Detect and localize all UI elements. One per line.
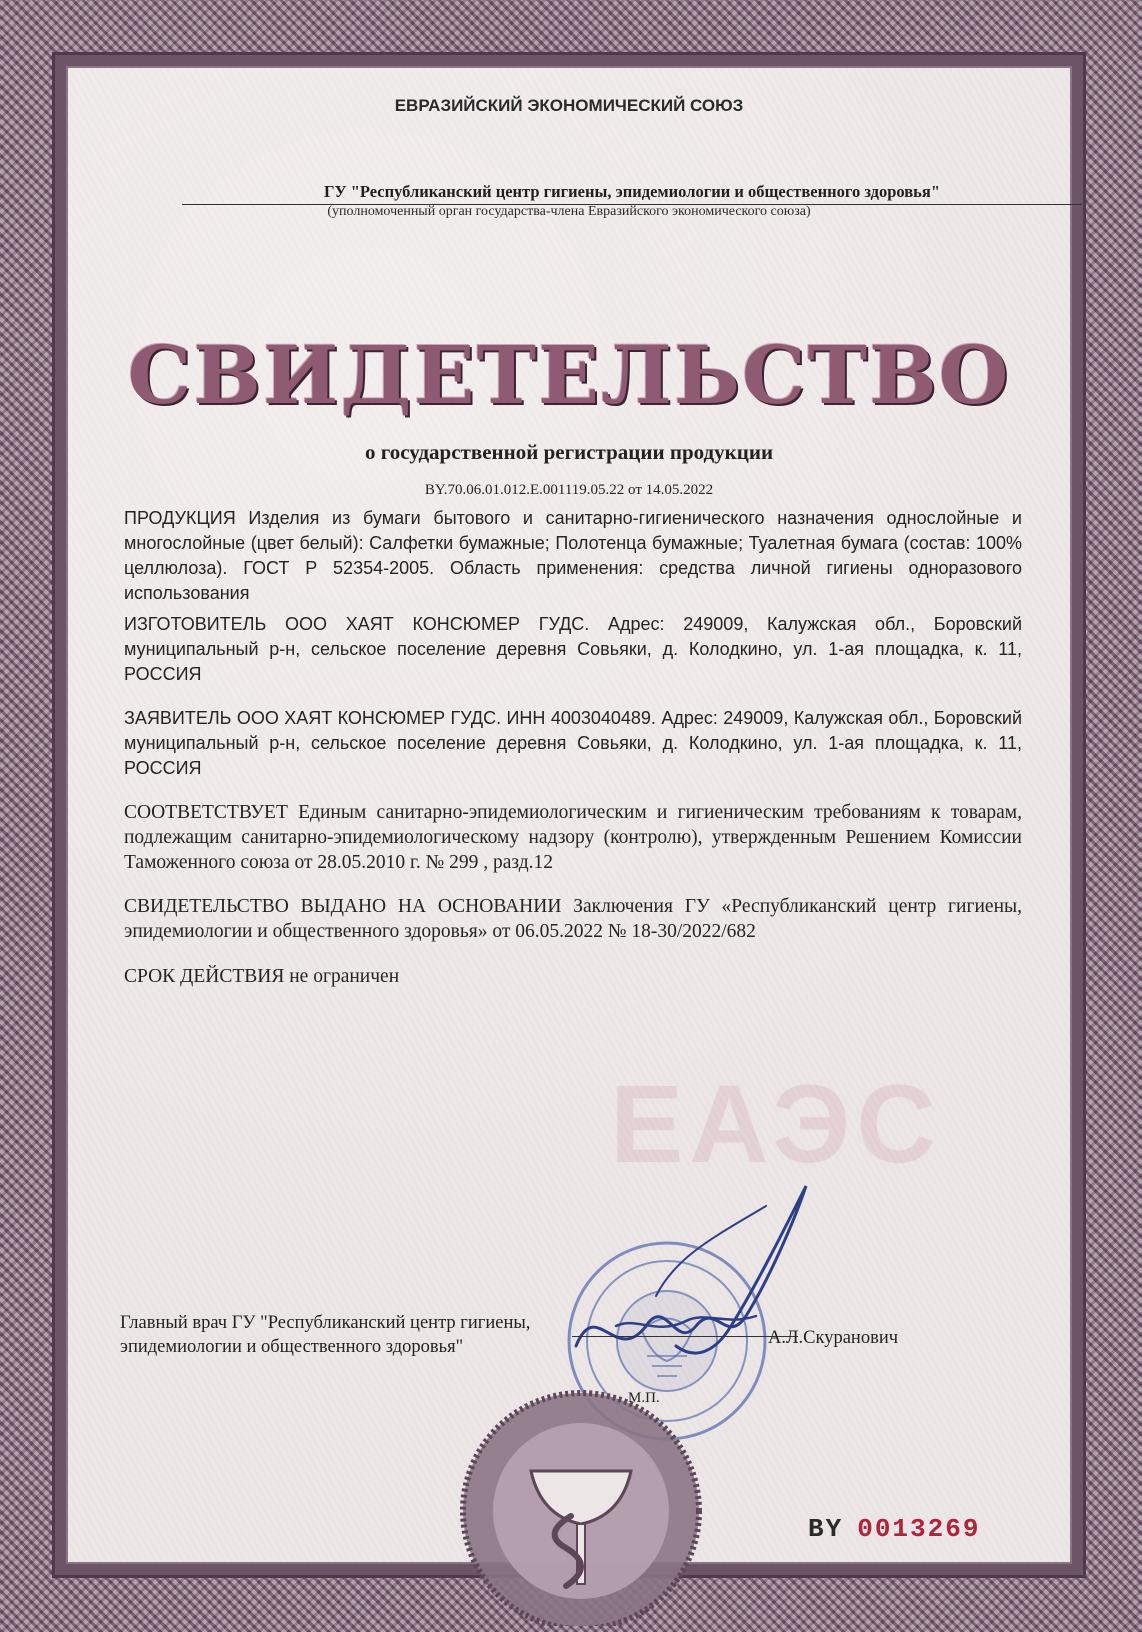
serial-number	[808, 1514, 980, 1544]
certificate-paper	[66, 66, 1072, 1564]
certificate-subtitle: о государственной регистрации продукции	[364, 440, 774, 464]
organization-name: ГУ "Республиканский центр гигиены, эпидемиологии и общественного здоровья"	[182, 182, 1082, 205]
section-applicant: ЗАЯВИТЕЛЬ ООО ХАЯТ КОНСЮМЕР ГУДС. ИНН 4003040489. Адрес: 249009, Калужская обл., Боровский муниципальный р-н, сельское поселение деревня Совьяки, д. Колодкино, ул. 1-ая площадка, к. 11, РОССИЯ	[124, 708, 1022, 778]
organization-note: (уполномоченный орган государства-члена Евразийского экономического союза)	[327, 204, 811, 219]
certificate-title: СВИДЕТЕЛЬСТВО	[127, 328, 1011, 422]
signatory-name: А.Л.Скуранович	[768, 1328, 899, 1348]
bowl-of-hygieia-emblem-icon	[446, 1376, 716, 1626]
section-validity: СРОК ДЕЙСТВИЯ не ограничен	[124, 966, 400, 987]
section-basis: СВИДЕТЕЛЬСТВО ВЫДАНО НА ОСНОВАНИИ Заключения ГУ «Республиканский центр гигиены, эпидемиологии и общественного здоровья» от 06.05.2022 № 18-30/2022/682	[124, 896, 1022, 942]
union-heading: ЕВРАЗИЙСКИЙ ЭКОНОМИЧЕСКИЙ СОЮЗ	[394, 96, 744, 115]
serial-digits: 0013269	[857, 1514, 981, 1544]
signatory-position: Главный врач ГУ "Республиканский центр гигиены, эпидемиологии и общественного здоровья"	[120, 1313, 531, 1357]
signature-line	[572, 1336, 798, 1337]
registration-number: BY.70.06.01.012.E.001119.05.22 от 14.05.2022	[424, 482, 714, 498]
seal-mark: М.П.	[628, 1390, 660, 1406]
section-conformity: СООТВЕТСТВУЕТ Единым санитарно-эпидемиологическим и гигиеническим требованиям к товарам, подлежащим санитарно-эпидемиологическому надзору (контролю), утвержденным Решением Комиссии Таможенного союза от 28.05.2010 г. № 299 , разд.12	[124, 802, 1022, 873]
section-manufacturer: ИЗГОТОВИТЕЛЬ ООО ХАЯТ КОНСЮМЕР ГУДС. Адрес: 249009, Калужская обл., Боровский муниципальный р-н, сельское поселение деревня Совьяки, д. Колодкино, ул. 1-ая площадка, к. 11, РОССИЯ	[124, 614, 1022, 684]
eaeu-watermark: ЕАЭС	[610, 1063, 942, 1186]
section-product: ПРОДУКЦИЯ Изделия из бумаги бытового и санитарно-гигиенического назначения однослойные и многослойные (цвет белый): Салфетки бумажные; Полотенца бумажные; Туалетная бумага (состав: 100% целлюлоза). ГОСТ Р 52354-2005. Область применения: средства личной гигиены одноразового использования	[124, 508, 1022, 603]
serial-prefix: BY	[808, 1514, 844, 1544]
